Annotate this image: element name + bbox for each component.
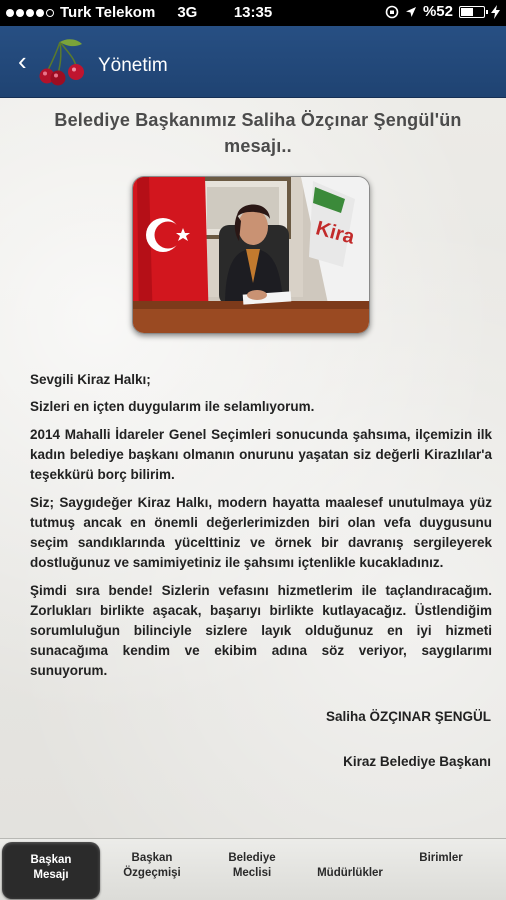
cherry-logo-icon (36, 36, 92, 90)
tab-label: Birimler (419, 852, 463, 864)
content-area (0, 98, 506, 838)
tab-label: Özgeçmişi (123, 867, 181, 879)
letter-paragraph: Sizleri en içten duygularım ile selamlıyorum. (30, 399, 315, 414)
letter-signature-title: Kiraz Belediye Başkanı (343, 754, 491, 769)
tab-label: Meclisi (232, 867, 272, 879)
tab-label: Müdürlükler (317, 867, 383, 879)
page-title: Belediye Başkanımız Saliha Özçınar Şengül'ün mesajı.. (54, 110, 462, 156)
charging-bolt-icon (491, 5, 500, 19)
svg-text:Kira: Kira (313, 217, 357, 249)
status-bar (0, 0, 506, 26)
letter-paragraph: 2014 Mahalli İdareler Genel Seçimleri sonucunda şahsıma, ilçemizin ilk kadın belediye başkanı olmanın onurunu yaşatan siz değerli Kirazlılar'a teşekkürü borç bilirim. (30, 427, 492, 482)
mayor-photo-image (133, 177, 370, 334)
status-time: 13:35 (233, 4, 273, 21)
tab-label: Başkan (131, 852, 173, 864)
app-header (0, 26, 506, 98)
bottom-tab-bar (0, 838, 506, 900)
tab-label: Başkan (30, 854, 72, 866)
battery-percent: %52 (422, 3, 453, 20)
tab-baskan-ozgecmisi[interactable] (104, 839, 200, 900)
chevron-left-icon[interactable]: ‹ (18, 46, 27, 76)
rotation-lock-icon (385, 5, 399, 19)
tab-belediye-meclisi[interactable] (202, 839, 302, 900)
tab-label: Belediye (228, 852, 276, 864)
battery-icon (459, 6, 485, 18)
letter-greeting: Sevgili Kiraz Halkı; (30, 372, 151, 387)
letter-paragraph: Siz; Saygıdeğer Kiraz Halkı, modern hayatta maalesef unutulmaya yüz tutmuş ancak en önemli değerlerimizden biri olan vefa duygusunu seçim sandıklarında yücelttiniz ve örnek bir davranış sergileyerek dostluğunuz ve samimiyetiniz ile şahsımı içtenlikle kucakladınız. (30, 495, 492, 570)
tab-baskan-mesaji[interactable] (2, 842, 100, 899)
carrier-name: Turk Telekom (60, 4, 156, 21)
tab-label: Mesajı (33, 869, 69, 881)
letter-signature: Saliha ÖZÇINAR ŞENGÜL (325, 709, 491, 724)
mayor-letter (30, 370, 492, 689)
network-type: 3G (177, 4, 198, 21)
mayor-photo (132, 176, 370, 334)
header-title: Yönetim (98, 55, 168, 76)
tab-birimler[interactable] (398, 839, 484, 900)
letter-paragraph: Şimdi sıra bende! Sizlerin vefasını hizmetlerim ile taçlandıracağım. Zorlukları birlikte aşacak, başarıyı birlikte kutlayacağız. Üstlendiğim sorumluluğun bilinciyle sizlere layık olduğunuz en iyi hizmeti sunacağıma kendim ve ekibim adına söz veriyor, saygılarımı sunuyorum. (30, 583, 492, 678)
location-arrow-icon (405, 6, 417, 18)
status-right (385, 3, 500, 20)
tab-mudurlukler[interactable] (302, 839, 398, 900)
